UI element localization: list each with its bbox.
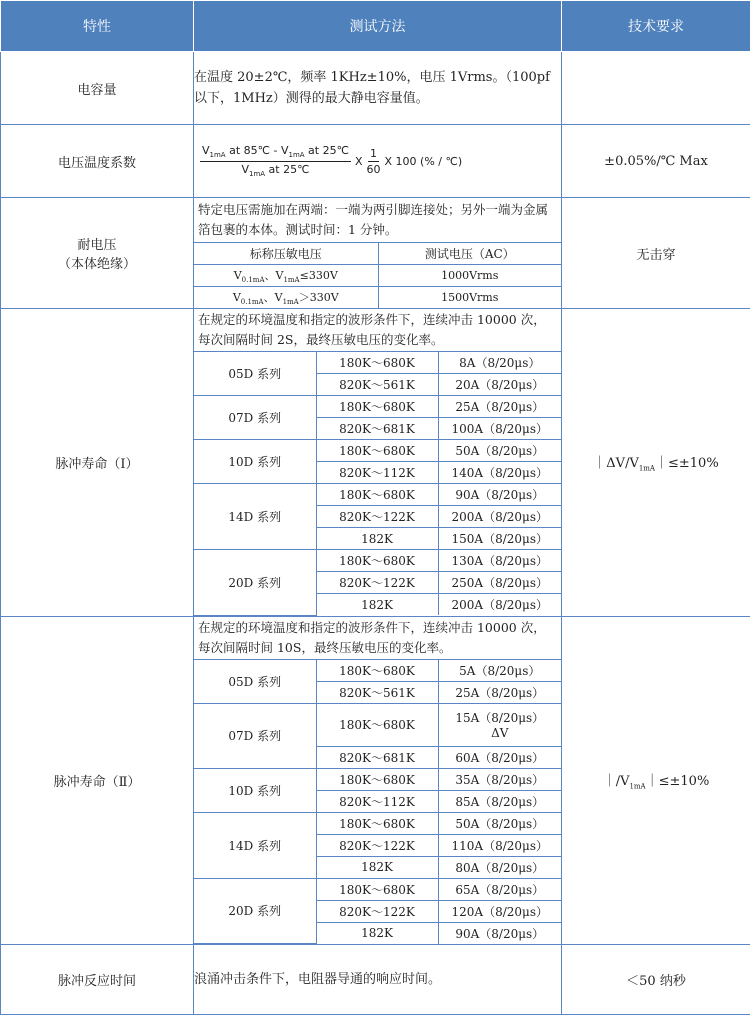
- pulse2-row: [194, 812, 561, 834]
- pulse2-series: 20D 系列: [194, 878, 316, 944]
- pulse2-pulse-current: 60A（8/20μs）: [438, 746, 561, 768]
- pulse2-resistance-range: 182K: [316, 922, 438, 944]
- pulse1-resistance-range: 820K～122K: [316, 572, 438, 594]
- capacitance-requirement: [562, 52, 750, 125]
- pulse2-row: [194, 878, 561, 900]
- pulse2-name: 脉冲寿命（Ⅱ）: [1, 616, 194, 945]
- pulse2-pulse-current: 90A（8/20μs）: [438, 922, 561, 944]
- header-characteristic: 特性: [1, 1, 194, 52]
- pulse1-row: [194, 550, 561, 572]
- formula-fraction-sixty: $\frac{1}{60}$: [366, 146, 381, 176]
- row-response: [1, 945, 750, 1015]
- pulse1-resistance-range: 180K～680K: [316, 396, 438, 418]
- pulse2-row: [194, 659, 561, 681]
- pulse2-resistance-range: 180K～680K: [316, 703, 438, 746]
- pulse1-row: [194, 484, 561, 506]
- pulse1-description: 在规定的环境温度和指定的波形条件下，连续冲击 10000 次，每次间隔时间 2S，最终压敏电压的变化率。: [198, 312, 546, 347]
- pulse1-resistance-range: 180K～680K: [316, 352, 438, 374]
- header-test-method: 测试方法: [194, 1, 562, 52]
- pulse2-resistance-range: 180K～680K: [316, 812, 438, 834]
- pulse2-row: [194, 768, 561, 790]
- header-row: [1, 1, 750, 52]
- withstand-test-2: 1500Vrms: [378, 287, 561, 309]
- row-capacitance: [1, 52, 750, 125]
- withstand-head-nominal: 标称压敏电压: [194, 243, 378, 265]
- response-requirement: ＜50 纳秒: [562, 945, 750, 1015]
- pulse1-method: [194, 309, 562, 617]
- pulse1-resistance-range: 180K～680K: [316, 484, 438, 506]
- pulse2-pulse-current: 35A（8/20μs）: [438, 768, 561, 790]
- pulse1-series: 07D 系列: [194, 396, 316, 440]
- withstand-head-test: 测试电压（AC）: [378, 243, 561, 265]
- pulse1-resistance-range: 182K: [316, 528, 438, 550]
- pulse1-pulse-current: 25A（8/20μs）: [438, 396, 561, 418]
- withstand-description: 特定电压需施加在两端：一端为两引脚连接处；另外一端为金属箔包裹的本体。测试时间：1 分钟。: [198, 202, 549, 237]
- pulse2-resistance-range: 820K～681K: [316, 746, 438, 768]
- pulse1-resistance-range: 820K～122K: [316, 506, 438, 528]
- pulse2-pulse-current: 110A（8/20μs）: [438, 834, 561, 856]
- pulse1-pulse-current: 8A（8/20μs）: [438, 352, 561, 374]
- withstand-name: 耐电压 （本体绝缘）: [1, 198, 194, 309]
- pulse1-resistance-range: 182K: [316, 594, 438, 616]
- pulse1-series: 10D 系列: [194, 440, 316, 484]
- withstand-requirement: 无击穿: [562, 198, 750, 309]
- pulse1-series: 20D 系列: [194, 550, 316, 616]
- pulse1-pulse-current: 150A（8/20μs）: [438, 528, 561, 550]
- response-name: 脉冲反应时间: [1, 945, 194, 1015]
- withstand-subtable: [194, 242, 561, 308]
- pulse2-resistance-range: 180K～680K: [316, 659, 438, 681]
- pulse1-requirement: $|\Delta V/V_{1mA}|\le\pm 10\%$: [562, 309, 750, 617]
- header-requirement: 技术要求: [562, 1, 750, 52]
- pulse2-method: [194, 616, 562, 945]
- pulse2-pulse-current: 85A（8/20μs）: [438, 790, 561, 812]
- pulse1-pulse-current: 250A（8/20μs）: [438, 572, 561, 594]
- pulse1-pulse-current: 50A（8/20μs）: [438, 440, 561, 462]
- pulse1-pulse-current: 200A（8/20μs）: [438, 594, 561, 616]
- pulse2-series: 05D 系列: [194, 659, 316, 703]
- pulse2-series: 10D 系列: [194, 768, 316, 812]
- pulse1-pulse-current: 130A（8/20μs）: [438, 550, 561, 572]
- pulse2-resistance-range: 820K～561K: [316, 681, 438, 703]
- withstand-cond-2: $V_{0.1mA}$、$V_{1mA}>330V$: [194, 287, 378, 309]
- pulse2-pulse-current: 50A（8/20μs）: [438, 812, 561, 834]
- pulse2-requirement: $|/V_{1mA}|\le\pm 10\%$: [562, 616, 750, 945]
- pulse1-resistance-range: 820K～681K: [316, 418, 438, 440]
- pulse2-pulse-current: 5A（8/20μs）: [438, 659, 561, 681]
- pulse1-row: [194, 352, 561, 374]
- pulse1-pulse-current: 20A（8/20μs）: [438, 374, 561, 396]
- pulse1-pulse-current: 200A（8/20μs）: [438, 506, 561, 528]
- withstand-cond-1: $V_{0.1mA}$、$V_{1mA}\le 330V$: [194, 265, 378, 287]
- pulse2-pulse-current: [438, 703, 561, 746]
- pulse2-row: [194, 703, 561, 746]
- pulse1-pulse-current: 140A（8/20μs）: [438, 462, 561, 484]
- pulse1-pulse-current: 100A（8/20μs）: [438, 418, 561, 440]
- row-voltage-temp: [1, 125, 750, 198]
- voltage-temp-formula: $\frac{V_{1mA} at 85℃ - V_{1mA} at 25℃}{V_{1mA} at 25℃}$ X $\frac{1}{60}$ X 100 (% / ℃): [202, 144, 463, 178]
- pulse2-pulse-current: 120A（8/20μs）: [438, 900, 561, 922]
- pulse1-resistance-range: 820K～112K: [316, 462, 438, 484]
- pulse1-resistance-range: 180K～680K: [316, 440, 438, 462]
- pulse2-stray-delta-v: ΔV: [491, 726, 509, 740]
- pulse1-name: 脉冲寿命（Ⅰ）: [1, 309, 194, 617]
- pulse2-resistance-range: 182K: [316, 856, 438, 878]
- voltage-temp-requirement: ±0.05%/℃ Max: [562, 125, 750, 198]
- row-pulse2: [1, 616, 750, 945]
- pulse2-resistance-range: 820K～122K: [316, 900, 438, 922]
- pulse2-description: 在规定的环境温度和指定的波形条件下，连续冲击 10000 次，每次间隔时间 10S，最终压敏电压的变化率。: [198, 619, 546, 655]
- response-method: 浪涌冲击条件下，电阻器导通的响应时间。: [194, 945, 562, 1015]
- pulse1-pulse-current: 90A（8/20μs）: [438, 484, 561, 506]
- pulse2-resistance-range: 820K～122K: [316, 834, 438, 856]
- pulse1-resistance-range: 180K～680K: [316, 550, 438, 572]
- capacitance-name: 电容量: [1, 52, 194, 125]
- row-pulse1: [1, 309, 750, 617]
- pulse2-resistance-range: 820K～112K: [316, 790, 438, 812]
- voltage-temp-method: [194, 125, 562, 198]
- pulse2-pulse-current: 65A（8/20μs）: [438, 878, 561, 900]
- pulse2-pulse-current-text: 15A（8/20μs）: [455, 711, 545, 725]
- pulse2-resistance-range: 180K～680K: [316, 768, 438, 790]
- formula-fraction-main: $\frac{V_{1mA} at 85℃ - V_{1mA} at 25℃}{V_{1mA} at 25℃}$: [202, 144, 349, 178]
- capacitance-method: 在温度 20±2℃，频率 1KHz±10%，电压 1Vrms。（100pf 以下，1MHz）测得的最大静电容量值。: [194, 52, 562, 125]
- pulse1-series: 05D 系列: [194, 352, 316, 396]
- pulse2-pulse-current: 80A（8/20μs）: [438, 856, 561, 878]
- pulse2-series: 14D 系列: [194, 812, 316, 878]
- withstand-test-1: 1000Vrms: [378, 265, 561, 287]
- pulse1-resistance-range: 820K～561K: [316, 374, 438, 396]
- pulse2-subtable: [194, 659, 561, 945]
- pulse1-series: 14D 系列: [194, 484, 316, 550]
- voltage-temp-name: 电压温度系数: [1, 125, 194, 198]
- pulse2-resistance-range: 180K～680K: [316, 878, 438, 900]
- withstand-method: [194, 198, 562, 309]
- pulse1-subtable: [194, 351, 561, 616]
- pulse1-row: [194, 396, 561, 418]
- pulse2-pulse-current: 25A（8/20μs）: [438, 681, 561, 703]
- row-withstand: [1, 198, 750, 309]
- pulse2-series: 07D 系列: [194, 703, 316, 768]
- pulse1-row: [194, 440, 561, 462]
